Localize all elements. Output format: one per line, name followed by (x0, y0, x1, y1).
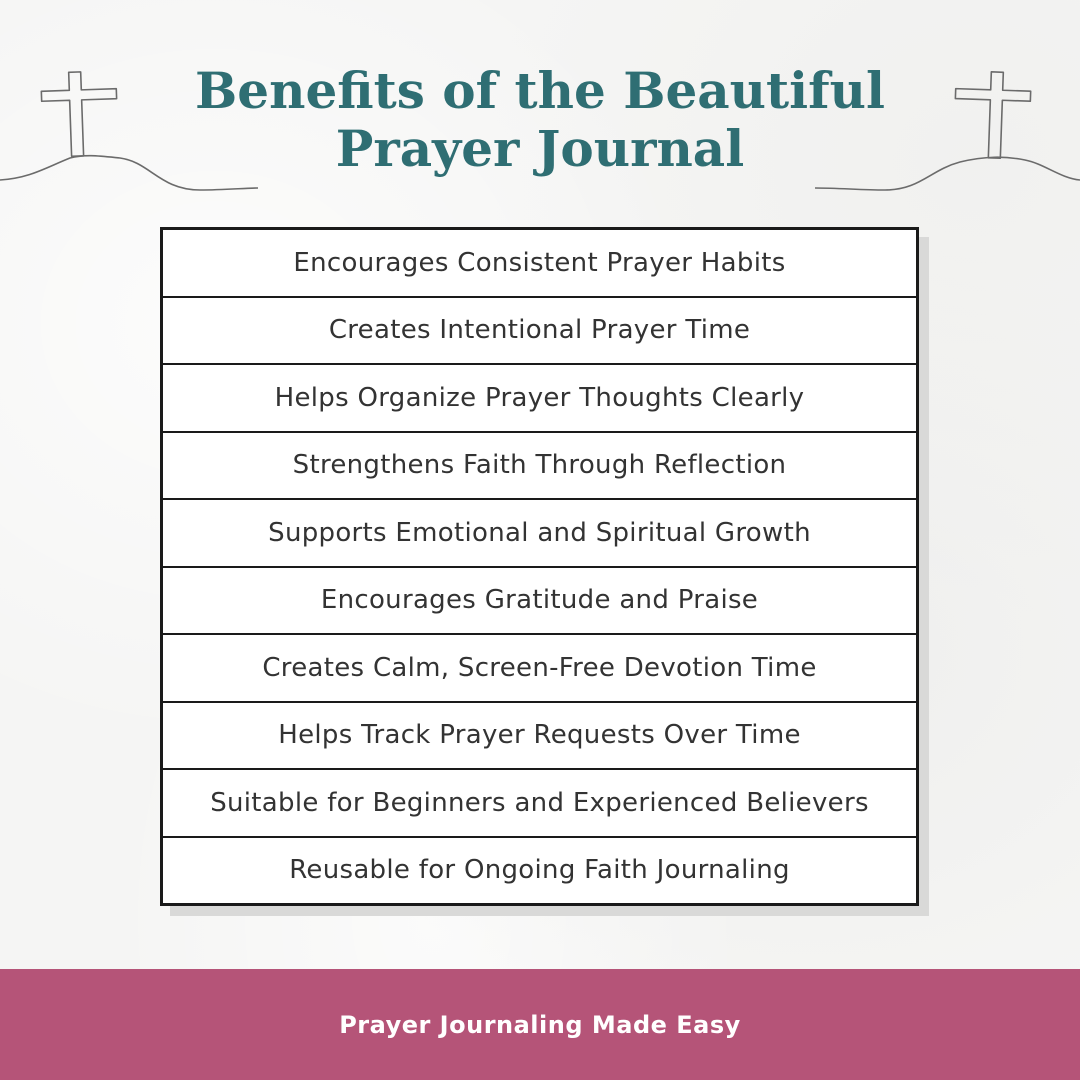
benefits-table-container (160, 227, 919, 906)
benefit-row: Suitable for Beginners and Experienced Believers (163, 770, 916, 838)
title-line-1: Benefits of the Beautiful (195, 61, 885, 120)
benefit-row: Helps Organize Prayer Thoughts Clearly (163, 365, 916, 433)
benefit-row: Helps Track Prayer Requests Over Time (163, 703, 916, 771)
benefit-row: Encourages Gratitude and Praise (163, 568, 916, 636)
page-title (0, 62, 1080, 178)
benefits-table (160, 227, 919, 906)
benefit-row: Supports Emotional and Spiritual Growth (163, 500, 916, 568)
footer-banner (0, 969, 1080, 1080)
footer-text: Prayer Journaling Made Easy (339, 1010, 741, 1039)
title-line-2: Prayer Journal (335, 119, 745, 178)
benefit-row: Reusable for Ongoing Faith Journaling (289, 855, 790, 886)
benefit-row: Encourages Consistent Prayer Habits (163, 230, 916, 298)
benefit-row: Strengthens Faith Through Reflection (163, 433, 916, 501)
benefit-row: Creates Calm, Screen-Free Devotion Time (163, 635, 916, 703)
benefit-row: Creates Intentional Prayer Time (163, 298, 916, 366)
